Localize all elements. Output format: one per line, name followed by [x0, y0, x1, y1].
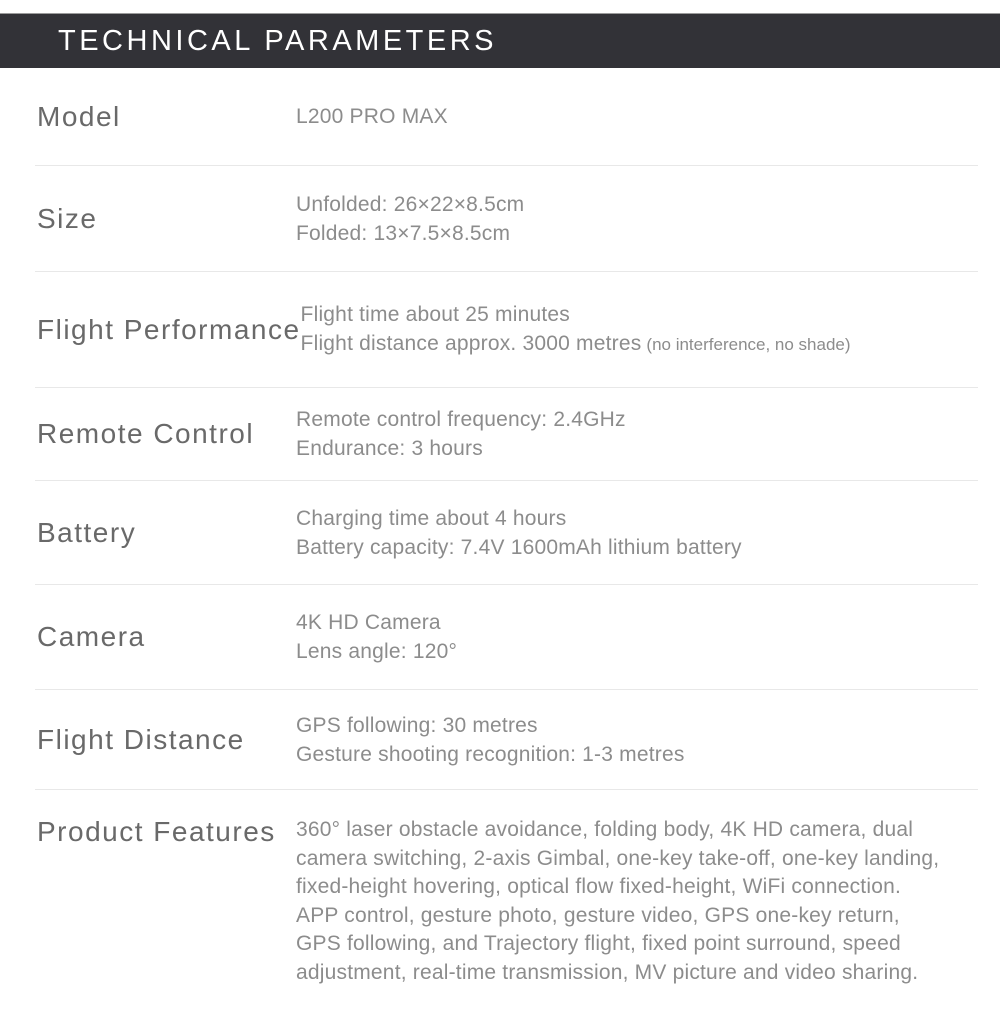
spec-row-size: [0, 166, 1000, 271]
spec-value-camera: [296, 608, 1000, 666]
spec-value-line: Gesture shooting recognition: 1-3 metres: [296, 742, 685, 766]
spec-value-text: Flight distance approx. 3000 metres: [300, 332, 642, 355]
section-title: TECHNICAL PARAMETERS: [58, 24, 497, 57]
spec-row-battery: [0, 481, 1000, 584]
spec-row-flight-performance: [0, 272, 1000, 387]
spec-row-flight-distance: [0, 690, 1000, 789]
spec-value-line: Folded: 13×7.5×8.5cm: [296, 221, 511, 245]
spec-value-line: GPS following: 30 metres: [296, 713, 538, 737]
spec-label-flight-performance: Flight Performance: [37, 313, 301, 345]
spec-label-model: Model: [37, 100, 121, 132]
spec-row-remote-control: [0, 388, 1000, 480]
spec-table: [0, 68, 1000, 1030]
spec-value-line: L200 PRO MAX: [296, 105, 448, 128]
spec-label-product-features: Product Features: [37, 816, 276, 847]
spec-label-size: Size: [37, 202, 98, 234]
spec-value-size: [296, 190, 1000, 248]
top-white-strip: [0, 0, 1000, 13]
spec-value-line: Remote control frequency: 2.4GHz: [296, 408, 626, 431]
spec-value-model: [296, 102, 1000, 131]
spec-label-remote-control: Remote Control: [37, 418, 255, 449]
spec-value-remote-control: [296, 405, 1000, 463]
spec-value-line: Endurance: 3 hours: [296, 437, 483, 460]
spec-value-flight-performance: [301, 300, 1000, 359]
spec-value-line: Flight time about 25 minutes: [300, 303, 570, 326]
spec-row-product-features: [0, 790, 1000, 1030]
spec-value-battery: [296, 504, 1000, 562]
spec-value-line: Charging time about 4 hours: [296, 506, 567, 530]
spec-value-line: Unfolded: 26×22×8.5cm: [296, 192, 525, 216]
spec-value-flight-distance: [296, 711, 1000, 769]
spec-value-product-features: [296, 816, 1000, 988]
spec-value-line: [301, 329, 976, 359]
spec-row-camera: [0, 585, 1000, 689]
spec-label-battery: Battery: [37, 516, 137, 548]
spec-label-flight-distance: Flight Distance: [37, 723, 245, 755]
spec-row-model: [0, 68, 1000, 165]
spec-value-line: Battery capacity: 7.4V 1600mAh lithium battery: [296, 535, 742, 559]
section-header-bar: [0, 13, 1000, 68]
spec-value-line: 4K HD Camera: [296, 611, 441, 634]
spec-value-note: (no interference, no shade): [646, 335, 851, 354]
product-features-paragraph: 360° laser obstacle avoidance, folding body, 4K HD camera, dual camera switching, 2-axis Gimbal, one-key take-off, one-key landing, fixed-height hovering, optical flow fixed-height, WiFi connection. APP control, gesture photo, gesture video, GPS one-key return, GPS following, and Trajectory flight, fixed point surround, speed adjustment, real-time transmission, MV picture and video sharing.: [296, 818, 940, 984]
spec-label-camera: Camera: [37, 621, 146, 652]
spec-value-line: Lens angle: 120°: [296, 640, 458, 663]
